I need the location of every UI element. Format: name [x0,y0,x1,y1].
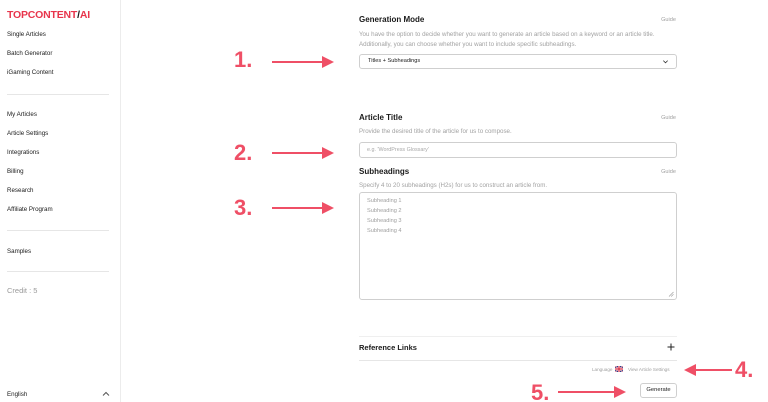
generate-button[interactable]: Generate [640,383,677,398]
generation-mode-title: Generation Mode [359,15,425,24]
subheadings-heading: Subheadings [359,167,410,176]
subheading-placeholder: Subheading 4 [367,228,402,234]
language-label: Language [592,367,613,372]
article-title-description: Provide the desired title of the article for us to compose. [359,128,512,135]
sidebar [0,0,121,402]
annotation-number-2: 2. [234,140,253,165]
sidebar-item-batch-generator[interactable]: Batch Generator [7,50,53,57]
language-selector-label[interactable]: English [7,391,28,398]
article-title-heading: Article Title [359,113,403,122]
brand-part-ai: AI [79,9,90,21]
sidebar-divider [7,271,109,272]
annotation-number-3: 3. [234,195,253,220]
article-title-input[interactable] [359,142,677,158]
subheadings-description: Specify 4 to 20 subheadings (H2s) for us to construct an article from. [359,182,548,189]
brand-separator: / [77,9,80,21]
annotation-number-5: 5. [531,380,550,402]
subheading-placeholder: Subheading 3 [367,218,402,224]
subheadings-guide-link[interactable]: Guide [661,169,676,175]
chevron-up-icon[interactable] [101,389,111,399]
generation-mode-selected-value: Titles + Subheadings [368,58,421,64]
reference-links-heading[interactable]: Reference Links [359,343,417,352]
sidebar-item-my-articles[interactable]: My Articles [7,111,37,118]
sidebar-item-article-settings[interactable]: Article Settings [7,130,49,137]
subheading-placeholder: Subheading 1 [367,198,402,204]
generation-mode-description: You have the option to decide whether you want to generate an article based on a keyword or an article title. Additionally, you can choose whether you want to include specific subheadings. [359,31,655,48]
sidebar-item-single-articles[interactable]: Single Articles [7,31,46,38]
sidebar-item-igaming-content[interactable]: iGaming Content [7,69,54,76]
subheading-placeholder: Subheading 2 [367,208,402,214]
generation-mode-select[interactable] [359,54,677,69]
annotation-number-4: 4. [735,357,754,382]
sidebar-item-integrations[interactable]: Integrations [7,149,40,156]
article-title-guide-link[interactable]: Guide [661,115,676,121]
plus-icon[interactable] [667,343,675,351]
sidebar-item-affiliate-program[interactable]: Affiliate Program [7,206,53,213]
divider [359,336,677,337]
chevron-down-icon [662,58,669,65]
generation-mode-guide-link[interactable]: Guide [661,17,676,23]
annotation-number-1: 1. [234,47,253,72]
uk-flag-icon[interactable] [615,366,623,372]
sidebar-item-research[interactable]: Research [7,187,34,194]
view-article-settings-link[interactable]: View Article Settings [628,367,670,372]
sidebar-divider [7,94,109,95]
sidebar-divider [7,230,109,231]
credit-balance: Credit : 5 [7,286,38,295]
brand-logo[interactable] [7,9,90,21]
sidebar-item-samples[interactable]: Samples [7,248,32,255]
divider [359,360,677,361]
resize-handle-icon[interactable] [668,291,674,297]
article-title-placeholder: e.g. 'WordPress Glossary' [367,147,429,153]
brand-part-top: TOP [7,9,28,21]
subheadings-textarea[interactable] [359,192,677,300]
brand-part-content: CONTENT [27,9,78,21]
sidebar-item-billing[interactable]: Billing [7,168,24,175]
